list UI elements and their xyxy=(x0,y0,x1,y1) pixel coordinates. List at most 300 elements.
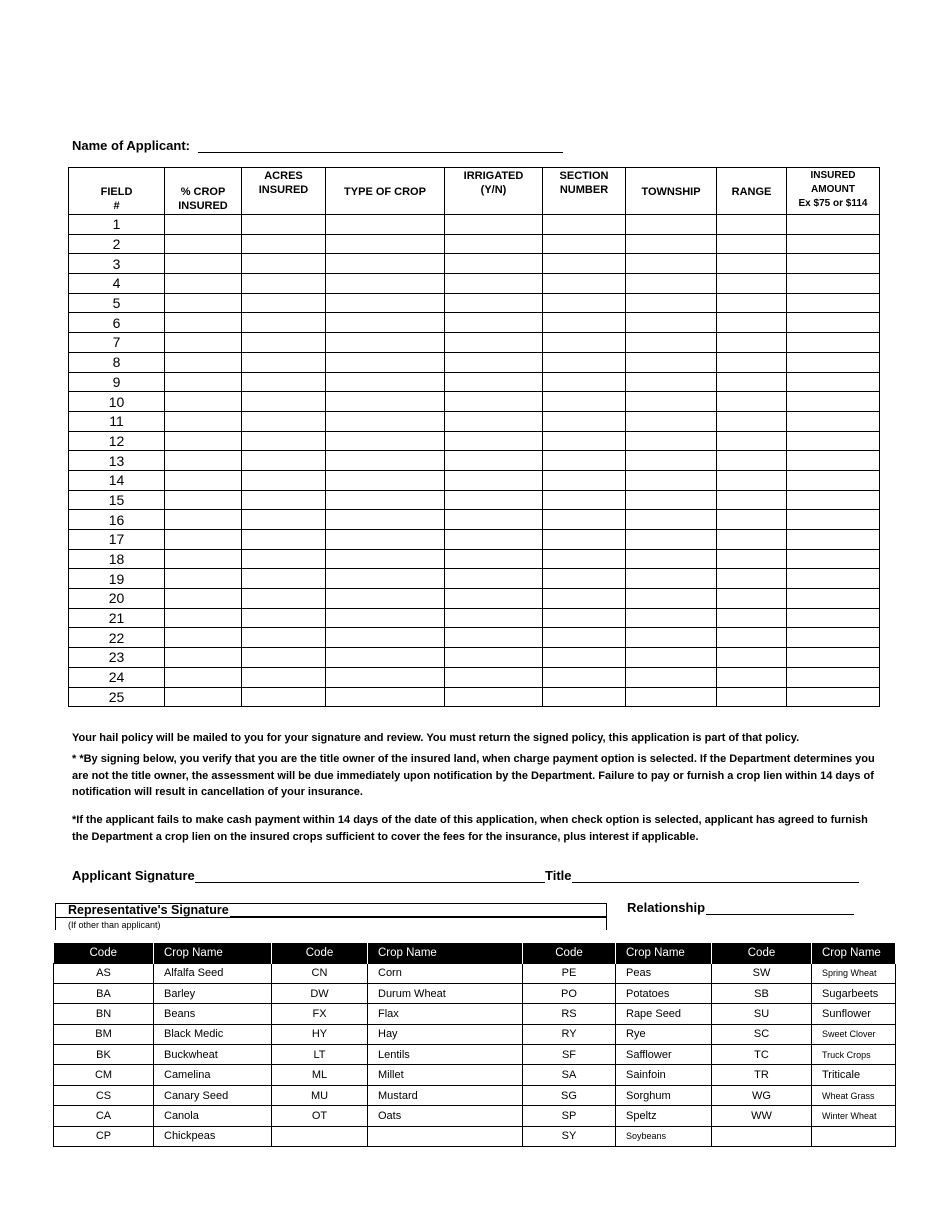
field-entry-cell[interactable] xyxy=(543,569,626,589)
field-entry-cell[interactable] xyxy=(242,470,326,490)
field-entry-cell[interactable] xyxy=(717,530,787,550)
field-entry-cell[interactable] xyxy=(787,667,880,687)
field-entry-cell[interactable] xyxy=(717,274,787,294)
crop-name: Flax xyxy=(368,1004,523,1024)
field-entry-cell[interactable] xyxy=(165,589,242,609)
crop-code-row xyxy=(54,1004,896,1024)
crop-code: HY xyxy=(272,1024,368,1044)
field-row xyxy=(69,234,880,254)
field-entry-cell[interactable] xyxy=(242,372,326,392)
crop-name: Rye xyxy=(616,1024,712,1044)
crop-code: SA xyxy=(523,1065,616,1085)
field-entry-cell[interactable] xyxy=(165,470,242,490)
field-row xyxy=(69,648,880,668)
crop-code-row xyxy=(54,963,896,983)
applicant-signature-field[interactable] xyxy=(195,882,545,883)
crop-code: SP xyxy=(523,1106,616,1126)
crop-name: Buckwheat xyxy=(154,1045,272,1065)
field-entry-cell[interactable] xyxy=(626,274,717,294)
field-entry-cell[interactable] xyxy=(543,667,626,687)
crop-code-table xyxy=(53,943,896,1147)
crop-name: Black Medic xyxy=(154,1024,272,1044)
field-entry-cell[interactable] xyxy=(543,608,626,628)
field-table-header xyxy=(69,168,880,215)
field-entry-cell[interactable] xyxy=(165,549,242,569)
field-row xyxy=(69,549,880,569)
field-entry-cell[interactable] xyxy=(165,628,242,648)
crop-name xyxy=(812,1126,896,1146)
representative-sub-label: (If other than applicant) xyxy=(68,920,161,930)
field-entry-cell[interactable] xyxy=(626,667,717,687)
field-entry-cell[interactable] xyxy=(543,411,626,431)
field-entry-cell[interactable] xyxy=(165,569,242,589)
field-entry-cell[interactable] xyxy=(626,569,717,589)
field-entry-cell[interactable] xyxy=(717,293,787,313)
field-entry-cell[interactable] xyxy=(717,333,787,353)
field-entry-cell[interactable] xyxy=(165,234,242,254)
crop-name-header: Crop Name xyxy=(368,943,523,963)
field-entry-cell[interactable] xyxy=(242,530,326,550)
field-entry-cell[interactable] xyxy=(242,608,326,628)
field-entry-cell[interactable] xyxy=(626,411,717,431)
crop-name: Safflower xyxy=(616,1045,712,1065)
field-entry-cell[interactable] xyxy=(717,451,787,471)
field-entry-cell[interactable] xyxy=(242,293,326,313)
field-entry-cell[interactable] xyxy=(543,530,626,550)
field-entry-cell[interactable] xyxy=(445,431,543,451)
crop-name: Corn xyxy=(368,963,523,983)
field-entry-cell[interactable] xyxy=(326,411,445,431)
field-entry-cell[interactable] xyxy=(787,372,880,392)
field-entry-cell[interactable] xyxy=(626,530,717,550)
crop-code: BN xyxy=(54,1004,154,1024)
field-row xyxy=(69,451,880,471)
crop-name-header: Crop Name xyxy=(616,943,712,963)
crop-name: Wheat Grass xyxy=(812,1085,896,1105)
field-entry-cell[interactable] xyxy=(242,589,326,609)
crop-code: SG xyxy=(523,1085,616,1105)
field-entry-cell[interactable] xyxy=(626,589,717,609)
field-entry-cell[interactable] xyxy=(242,667,326,687)
field-entry-cell[interactable] xyxy=(165,490,242,510)
field-entry-cell[interactable] xyxy=(626,490,717,510)
crop-name: Spring Wheat xyxy=(812,963,896,983)
crop-code: TR xyxy=(712,1065,812,1085)
crop-name: Camelina xyxy=(154,1065,272,1085)
field-entry-cell[interactable] xyxy=(445,313,543,333)
field-entry-cell[interactable] xyxy=(717,648,787,668)
field-entry-cell[interactable] xyxy=(787,589,880,609)
field-entry-cell[interactable] xyxy=(717,352,787,372)
field-entry-cell[interactable] xyxy=(626,628,717,648)
field-entry-cell[interactable] xyxy=(543,451,626,471)
field-entry-cell[interactable] xyxy=(717,392,787,412)
field-entry-cell[interactable] xyxy=(543,352,626,372)
field-entry-cell[interactable] xyxy=(543,431,626,451)
header-acres-insured: ACRES INSURED xyxy=(242,168,326,215)
field-entry-cell[interactable] xyxy=(717,234,787,254)
field-entry-cell[interactable] xyxy=(165,530,242,550)
field-entry-cell[interactable] xyxy=(242,234,326,254)
field-entry-cell[interactable] xyxy=(445,392,543,412)
field-entry-cell[interactable] xyxy=(626,470,717,490)
field-entry-cell[interactable] xyxy=(626,254,717,274)
crop-name: Sorghum xyxy=(616,1085,712,1105)
field-entry-cell[interactable] xyxy=(626,549,717,569)
crop-code-row xyxy=(54,1085,896,1105)
field-entry-cell[interactable] xyxy=(717,470,787,490)
field-entry-cell[interactable] xyxy=(242,451,326,471)
field-entry-cell[interactable] xyxy=(242,648,326,668)
field-number: 3 xyxy=(69,254,165,274)
field-entry-cell[interactable] xyxy=(165,411,242,431)
field-number: 23 xyxy=(69,648,165,668)
field-entry-cell[interactable] xyxy=(165,667,242,687)
field-entry-cell[interactable] xyxy=(165,352,242,372)
field-entry-cell[interactable] xyxy=(543,234,626,254)
field-entry-cell[interactable] xyxy=(326,451,445,471)
field-entry-cell[interactable] xyxy=(326,510,445,530)
field-row xyxy=(69,431,880,451)
field-entry-cell[interactable] xyxy=(445,215,543,235)
field-entry-cell[interactable] xyxy=(717,569,787,589)
field-entry-cell[interactable] xyxy=(543,333,626,353)
field-entry-cell[interactable] xyxy=(445,628,543,648)
crop-code: DW xyxy=(272,983,368,1003)
field-entry-cell[interactable] xyxy=(626,313,717,333)
crop-name: Rape Seed xyxy=(616,1004,712,1024)
field-entry-cell[interactable] xyxy=(326,293,445,313)
field-entry-cell[interactable] xyxy=(326,667,445,687)
crop-name: Sugarbeets xyxy=(812,983,896,1003)
field-entry-cell[interactable] xyxy=(445,274,543,294)
field-entry-cell[interactable] xyxy=(326,333,445,353)
field-entry-cell[interactable] xyxy=(787,333,880,353)
field-entry-cell[interactable] xyxy=(326,530,445,550)
field-entry-cell[interactable] xyxy=(626,451,717,471)
field-entry-cell[interactable] xyxy=(445,667,543,687)
field-entry-cell[interactable] xyxy=(626,215,717,235)
field-number: 14 xyxy=(69,470,165,490)
field-entry-cell[interactable] xyxy=(165,215,242,235)
code-header: Code xyxy=(523,943,616,963)
field-row xyxy=(69,589,880,609)
field-entry-cell[interactable] xyxy=(242,628,326,648)
field-entry-cell[interactable] xyxy=(165,372,242,392)
field-entry-cell[interactable] xyxy=(165,510,242,530)
field-entry-cell[interactable] xyxy=(326,352,445,372)
crop-code: CM xyxy=(54,1065,154,1085)
field-entry-cell[interactable] xyxy=(165,313,242,333)
crop-code xyxy=(712,1126,812,1146)
field-entry-cell[interactable] xyxy=(626,648,717,668)
field-entry-cell[interactable] xyxy=(445,333,543,353)
field-entry-cell[interactable] xyxy=(165,451,242,471)
field-number: 13 xyxy=(69,451,165,471)
field-entry-cell[interactable] xyxy=(326,470,445,490)
field-entry-cell[interactable] xyxy=(445,470,543,490)
crop-code-row xyxy=(54,1045,896,1065)
field-entry-cell[interactable] xyxy=(626,392,717,412)
field-entry-cell[interactable] xyxy=(165,254,242,274)
field-entry-cell[interactable] xyxy=(717,431,787,451)
field-entry-cell[interactable] xyxy=(326,274,445,294)
field-entry-cell[interactable] xyxy=(165,392,242,412)
field-entry-cell[interactable] xyxy=(787,530,880,550)
field-entry-cell[interactable] xyxy=(787,648,880,668)
field-entry-cell[interactable] xyxy=(787,490,880,510)
field-entry-cell[interactable] xyxy=(787,510,880,530)
field-entry-cell[interactable] xyxy=(543,687,626,707)
field-entry-cell[interactable] xyxy=(242,510,326,530)
field-entry-cell[interactable] xyxy=(626,352,717,372)
field-entry-cell[interactable] xyxy=(787,687,880,707)
crop-code: LT xyxy=(272,1045,368,1065)
field-entry-cell[interactable] xyxy=(445,510,543,530)
relationship-field[interactable] xyxy=(706,914,854,915)
field-entry-cell[interactable] xyxy=(326,372,445,392)
field-entry-cell[interactable] xyxy=(445,530,543,550)
field-row xyxy=(69,254,880,274)
field-entry-cell[interactable] xyxy=(626,431,717,451)
crop-name: Potatoes xyxy=(616,983,712,1003)
field-entry-cell[interactable] xyxy=(242,274,326,294)
field-entry-cell[interactable] xyxy=(326,392,445,412)
crop-code-row xyxy=(54,1024,896,1044)
field-entry-cell[interactable] xyxy=(717,411,787,431)
notice-policy-mailed: Your hail policy will be mailed to you for your signature and review. You must return the signed policy, this application is part of that policy. xyxy=(72,732,800,744)
field-entry-cell[interactable] xyxy=(445,352,543,372)
field-entry-cell[interactable] xyxy=(543,470,626,490)
field-entry-cell[interactable] xyxy=(242,392,326,412)
field-entry-cell[interactable] xyxy=(242,352,326,372)
crop-name: Alfalfa Seed xyxy=(154,963,272,983)
field-entry-cell[interactable] xyxy=(242,687,326,707)
field-entry-cell[interactable] xyxy=(787,628,880,648)
relationship-label: Relationship xyxy=(627,900,706,915)
field-entry-cell[interactable] xyxy=(787,569,880,589)
crop-name: Chickpeas xyxy=(154,1126,272,1146)
field-entry-cell[interactable] xyxy=(717,687,787,707)
field-number: 11 xyxy=(69,411,165,431)
field-entry-cell[interactable] xyxy=(787,451,880,471)
field-entry-cell[interactable] xyxy=(717,510,787,530)
field-entry-cell[interactable] xyxy=(445,372,543,392)
title-label: Title xyxy=(545,868,572,883)
crop-code: AS xyxy=(54,963,154,983)
field-entry-cell[interactable] xyxy=(543,549,626,569)
field-entry-cell[interactable] xyxy=(717,215,787,235)
representative-signature-field[interactable] xyxy=(230,916,606,917)
crop-name: Durum Wheat xyxy=(368,983,523,1003)
field-row xyxy=(69,352,880,372)
crop-code: SC xyxy=(712,1024,812,1044)
field-entry-cell[interactable] xyxy=(626,510,717,530)
field-entry-cell[interactable] xyxy=(326,234,445,254)
field-entry-cell[interactable] xyxy=(165,293,242,313)
field-entry-cell[interactable] xyxy=(717,667,787,687)
field-entry-cell[interactable] xyxy=(717,254,787,274)
field-entry-cell[interactable] xyxy=(626,687,717,707)
field-entry-cell[interactable] xyxy=(326,648,445,668)
notice-crop-lien: *If the applicant fails to make cash payment within 14 days of the date of this application, when check option is selected, applicant has agreed to furnish the Department a crop lien on the insured crops sufficient to cover the fees for the insurance, plus interest if applicable. xyxy=(72,814,868,843)
crop-code-header xyxy=(54,943,896,963)
field-row xyxy=(69,313,880,333)
field-entry-cell[interactable] xyxy=(543,254,626,274)
field-entry-cell[interactable] xyxy=(242,333,326,353)
field-entry-cell[interactable] xyxy=(326,569,445,589)
field-entry-cell[interactable] xyxy=(445,569,543,589)
field-row xyxy=(69,392,880,412)
field-entry-cell[interactable] xyxy=(626,372,717,392)
field-entry-cell[interactable] xyxy=(787,293,880,313)
field-entry-cell[interactable] xyxy=(242,215,326,235)
field-entry-cell[interactable] xyxy=(326,589,445,609)
field-entry-cell[interactable] xyxy=(717,608,787,628)
crop-name: Lentils xyxy=(368,1045,523,1065)
field-row xyxy=(69,372,880,392)
field-entry-cell[interactable] xyxy=(445,254,543,274)
field-entry-cell[interactable] xyxy=(626,608,717,628)
code-header: Code xyxy=(272,943,368,963)
crop-name: Canola xyxy=(154,1106,272,1126)
field-entry-cell[interactable] xyxy=(242,313,326,333)
header-pct-crop-insured: % CROP INSURED xyxy=(165,168,242,215)
field-entry-cell[interactable] xyxy=(543,313,626,333)
field-entry-cell[interactable] xyxy=(445,234,543,254)
field-table xyxy=(68,167,880,707)
crop-name: Millet xyxy=(368,1065,523,1085)
field-entry-cell[interactable] xyxy=(717,589,787,609)
field-number: 6 xyxy=(69,313,165,333)
field-entry-cell[interactable] xyxy=(787,411,880,431)
field-entry-cell[interactable] xyxy=(165,431,242,451)
crop-code: CS xyxy=(54,1085,154,1105)
field-entry-cell[interactable] xyxy=(717,490,787,510)
field-entry-cell[interactable] xyxy=(787,549,880,569)
field-entry-cell[interactable] xyxy=(717,549,787,569)
field-entry-cell[interactable] xyxy=(326,254,445,274)
field-entry-cell[interactable] xyxy=(326,687,445,707)
field-entry-cell[interactable] xyxy=(326,215,445,235)
header-insured-amount: INSURED AMOUNT Ex $75 or $114 xyxy=(787,168,880,215)
crop-code: FX xyxy=(272,1004,368,1024)
field-entry-cell[interactable] xyxy=(165,333,242,353)
field-entry-cell[interactable] xyxy=(445,293,543,313)
field-entry-cell[interactable] xyxy=(717,313,787,333)
field-entry-cell[interactable] xyxy=(543,510,626,530)
field-entry-cell[interactable] xyxy=(326,431,445,451)
crop-name: Triticale xyxy=(812,1065,896,1085)
field-entry-cell[interactable] xyxy=(543,274,626,294)
crop-code-row xyxy=(54,1065,896,1085)
field-number: 25 xyxy=(69,687,165,707)
field-entry-cell[interactable] xyxy=(787,274,880,294)
field-entry-cell[interactable] xyxy=(543,372,626,392)
field-entry-cell[interactable] xyxy=(543,490,626,510)
field-entry-cell[interactable] xyxy=(543,215,626,235)
field-entry-cell[interactable] xyxy=(242,254,326,274)
field-entry-cell[interactable] xyxy=(445,411,543,431)
title-field[interactable] xyxy=(572,882,859,883)
field-entry-cell[interactable] xyxy=(326,549,445,569)
field-row xyxy=(69,293,880,313)
field-entry-cell[interactable] xyxy=(787,431,880,451)
field-number: 7 xyxy=(69,333,165,353)
field-entry-cell[interactable] xyxy=(165,687,242,707)
crop-code: BK xyxy=(54,1045,154,1065)
field-entry-cell[interactable] xyxy=(626,293,717,313)
field-row xyxy=(69,470,880,490)
field-entry-cell[interactable] xyxy=(242,490,326,510)
field-entry-cell[interactable] xyxy=(543,628,626,648)
field-entry-cell[interactable] xyxy=(242,569,326,589)
field-entry-cell[interactable] xyxy=(787,352,880,372)
field-entry-cell[interactable] xyxy=(326,490,445,510)
field-row xyxy=(69,333,880,353)
field-entry-cell[interactable] xyxy=(787,234,880,254)
field-entry-cell[interactable] xyxy=(242,431,326,451)
field-row xyxy=(69,687,880,707)
crop-code: SB xyxy=(712,983,812,1003)
field-number: 12 xyxy=(69,431,165,451)
field-entry-cell[interactable] xyxy=(787,608,880,628)
field-entry-cell[interactable] xyxy=(717,372,787,392)
applicant-name-field[interactable] xyxy=(198,152,563,153)
field-entry-cell[interactable] xyxy=(787,470,880,490)
field-entry-cell[interactable] xyxy=(165,608,242,628)
field-entry-cell[interactable] xyxy=(787,313,880,333)
field-entry-cell[interactable] xyxy=(445,451,543,471)
crop-name: Soybeans xyxy=(616,1126,712,1146)
field-row xyxy=(69,215,880,235)
crop-code: RS xyxy=(523,1004,616,1024)
field-entry-cell[interactable] xyxy=(626,234,717,254)
field-entry-cell[interactable] xyxy=(717,628,787,648)
field-entry-cell[interactable] xyxy=(543,293,626,313)
field-entry-cell[interactable] xyxy=(543,392,626,412)
field-entry-cell[interactable] xyxy=(445,608,543,628)
field-row xyxy=(69,667,880,687)
field-entry-cell[interactable] xyxy=(165,648,242,668)
crop-code: SY xyxy=(523,1126,616,1146)
field-entry-cell[interactable] xyxy=(326,608,445,628)
field-entry-cell[interactable] xyxy=(445,687,543,707)
field-entry-cell[interactable] xyxy=(326,313,445,333)
field-entry-cell[interactable] xyxy=(787,392,880,412)
field-entry-cell[interactable] xyxy=(445,648,543,668)
field-entry-cell[interactable] xyxy=(626,333,717,353)
field-entry-cell[interactable] xyxy=(326,628,445,648)
crop-code: SW xyxy=(712,963,812,983)
field-entry-cell[interactable] xyxy=(445,490,543,510)
field-entry-cell[interactable] xyxy=(787,215,880,235)
field-entry-cell[interactable] xyxy=(165,274,242,294)
field-number: 8 xyxy=(69,352,165,372)
field-entry-cell[interactable] xyxy=(445,589,543,609)
field-entry-cell[interactable] xyxy=(242,549,326,569)
field-entry-cell[interactable] xyxy=(445,549,543,569)
field-entry-cell[interactable] xyxy=(543,648,626,668)
field-entry-cell[interactable] xyxy=(787,254,880,274)
field-row xyxy=(69,490,880,510)
field-entry-cell[interactable] xyxy=(242,411,326,431)
crop-code: WW xyxy=(712,1106,812,1126)
crop-code xyxy=(272,1126,368,1146)
field-number: 19 xyxy=(69,569,165,589)
applicant-signature-label: Applicant Signature xyxy=(72,868,195,883)
field-entry-cell[interactable] xyxy=(543,589,626,609)
